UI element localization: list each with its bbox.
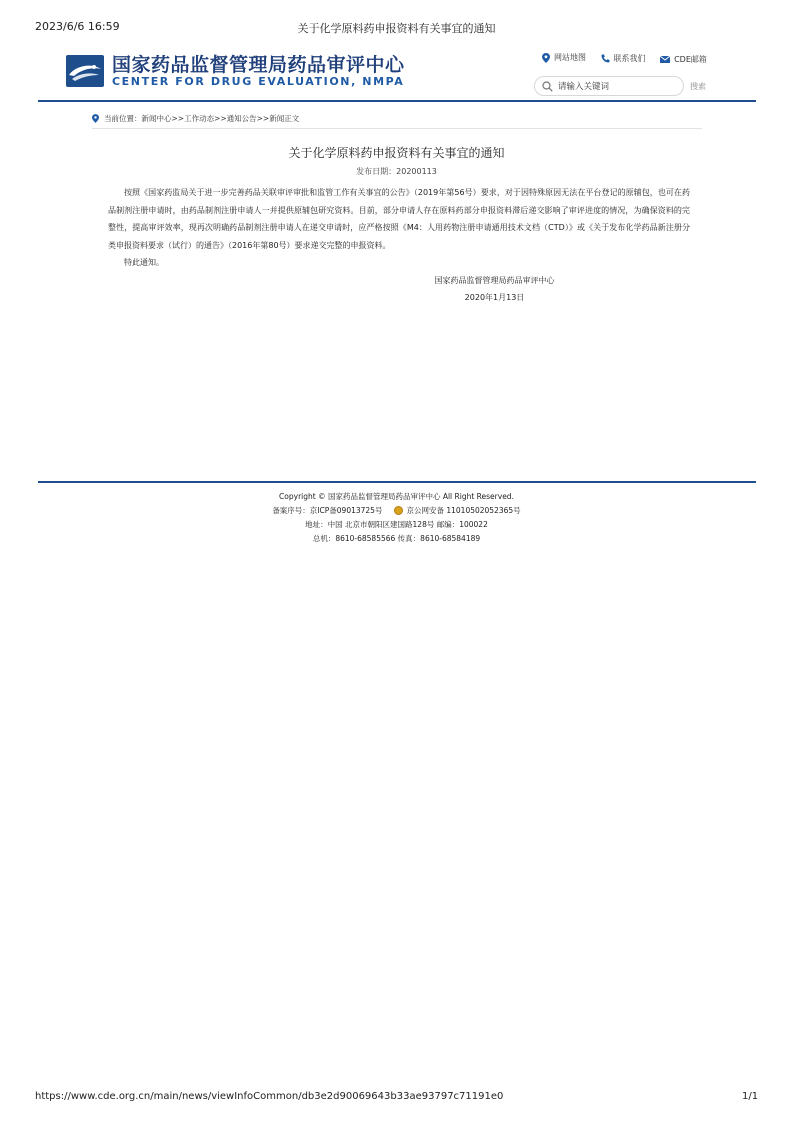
contact-label: 联系我们 <box>613 53 646 63</box>
article-body <box>108 184 690 272</box>
footer-phone: 总机：8610-68585566 传真：8610-68584189 <box>312 534 481 543</box>
site-name-en: CENTER FOR DRUG EVALUATION, NMPA <box>112 75 405 88</box>
article-sign-date: 2020年1月13日 <box>464 293 525 302</box>
email-label: CDE邮箱 <box>674 54 707 64</box>
search-button[interactable]: 搜索 <box>690 82 706 91</box>
sitemap-label: 网站地图 <box>554 53 586 62</box>
footer-address: 地址：中国 北京市朝阳区建国路128号 邮编：100022 <box>305 520 488 529</box>
footer-copyright: Copyright © 国家药品监督管理局药品审评中心 All Right Reserved. <box>279 492 514 501</box>
header-divider <box>38 100 756 102</box>
police-record[interactable]: 京公网安备 11010502052365号 <box>406 506 521 515</box>
breadcrumb-text[interactable]: 当前位置：新闻中心>>工作动态>>通知公告>>新闻正文 <box>104 114 300 123</box>
top-links <box>542 52 719 65</box>
article-paragraph: 按照《国家药监局关于进一步完善药品关联审评审批和监管工作有关事宜的公告》（2019年第56号）要求，对于因特殊原因无法在平台登记的原辅包，也可在药品制剂注册申请时，由药品制剂注册申请人一并提供原辅包研究资料。目前，部分申请人存在原料药部分申报资料滞后递交影响了审评进度的情况，为确保资料的完整性，提高审评效率，现再次明确药品制剂注册申请人在递交申请时，应严格按照《M4：人用药物注册申请通用技术文档（CTD）》或《关于发布化学药品新注册分类申报资料要求（试行）的通告》（2016年第80号）要求递交完整的申报资料。 <box>108 188 690 250</box>
search-box[interactable] <box>534 76 684 96</box>
site-name-cn: 国家药品监督管理局药品审评中心 <box>112 54 405 76</box>
print-url: https://www.cde.org.cn/main/news/viewInfoCommon/db3e2d90069643b33ae93797c71191e0 <box>35 1091 504 1102</box>
police-badge-icon <box>394 506 403 515</box>
map-pin-icon <box>542 53 550 63</box>
article-paragraph: 特此通知。 <box>124 258 164 267</box>
sitemap-link[interactable] <box>542 52 586 63</box>
footer-records <box>0 505 793 516</box>
phone-icon <box>601 54 610 63</box>
article-title: 关于化学原料药申报资料有关事宜的通知 <box>288 146 505 160</box>
email-link[interactable] <box>660 54 707 65</box>
breadcrumb-divider <box>92 128 702 129</box>
search-icon <box>542 81 553 92</box>
print-page-title: 关于化学原料药申报资料有关事宜的通知 <box>297 22 496 35</box>
print-datetime: 2023/6/6 16:59 <box>35 20 120 33</box>
cde-logo[interactable] <box>66 55 104 87</box>
article-signature: 国家药品监督管理局药品审评中心 <box>434 276 555 285</box>
page-number: 1/1 <box>742 1091 759 1102</box>
search-input[interactable]: 请输入关键词 <box>558 82 610 92</box>
location-icon <box>92 114 99 123</box>
icp-record[interactable]: 备案序号：京ICP备09013725号 <box>272 506 383 515</box>
contact-link[interactable] <box>601 53 646 64</box>
mail-icon <box>660 56 670 63</box>
publish-date: 发布日期：20200113 <box>356 167 437 176</box>
breadcrumb <box>92 113 299 124</box>
footer-divider <box>38 481 756 483</box>
